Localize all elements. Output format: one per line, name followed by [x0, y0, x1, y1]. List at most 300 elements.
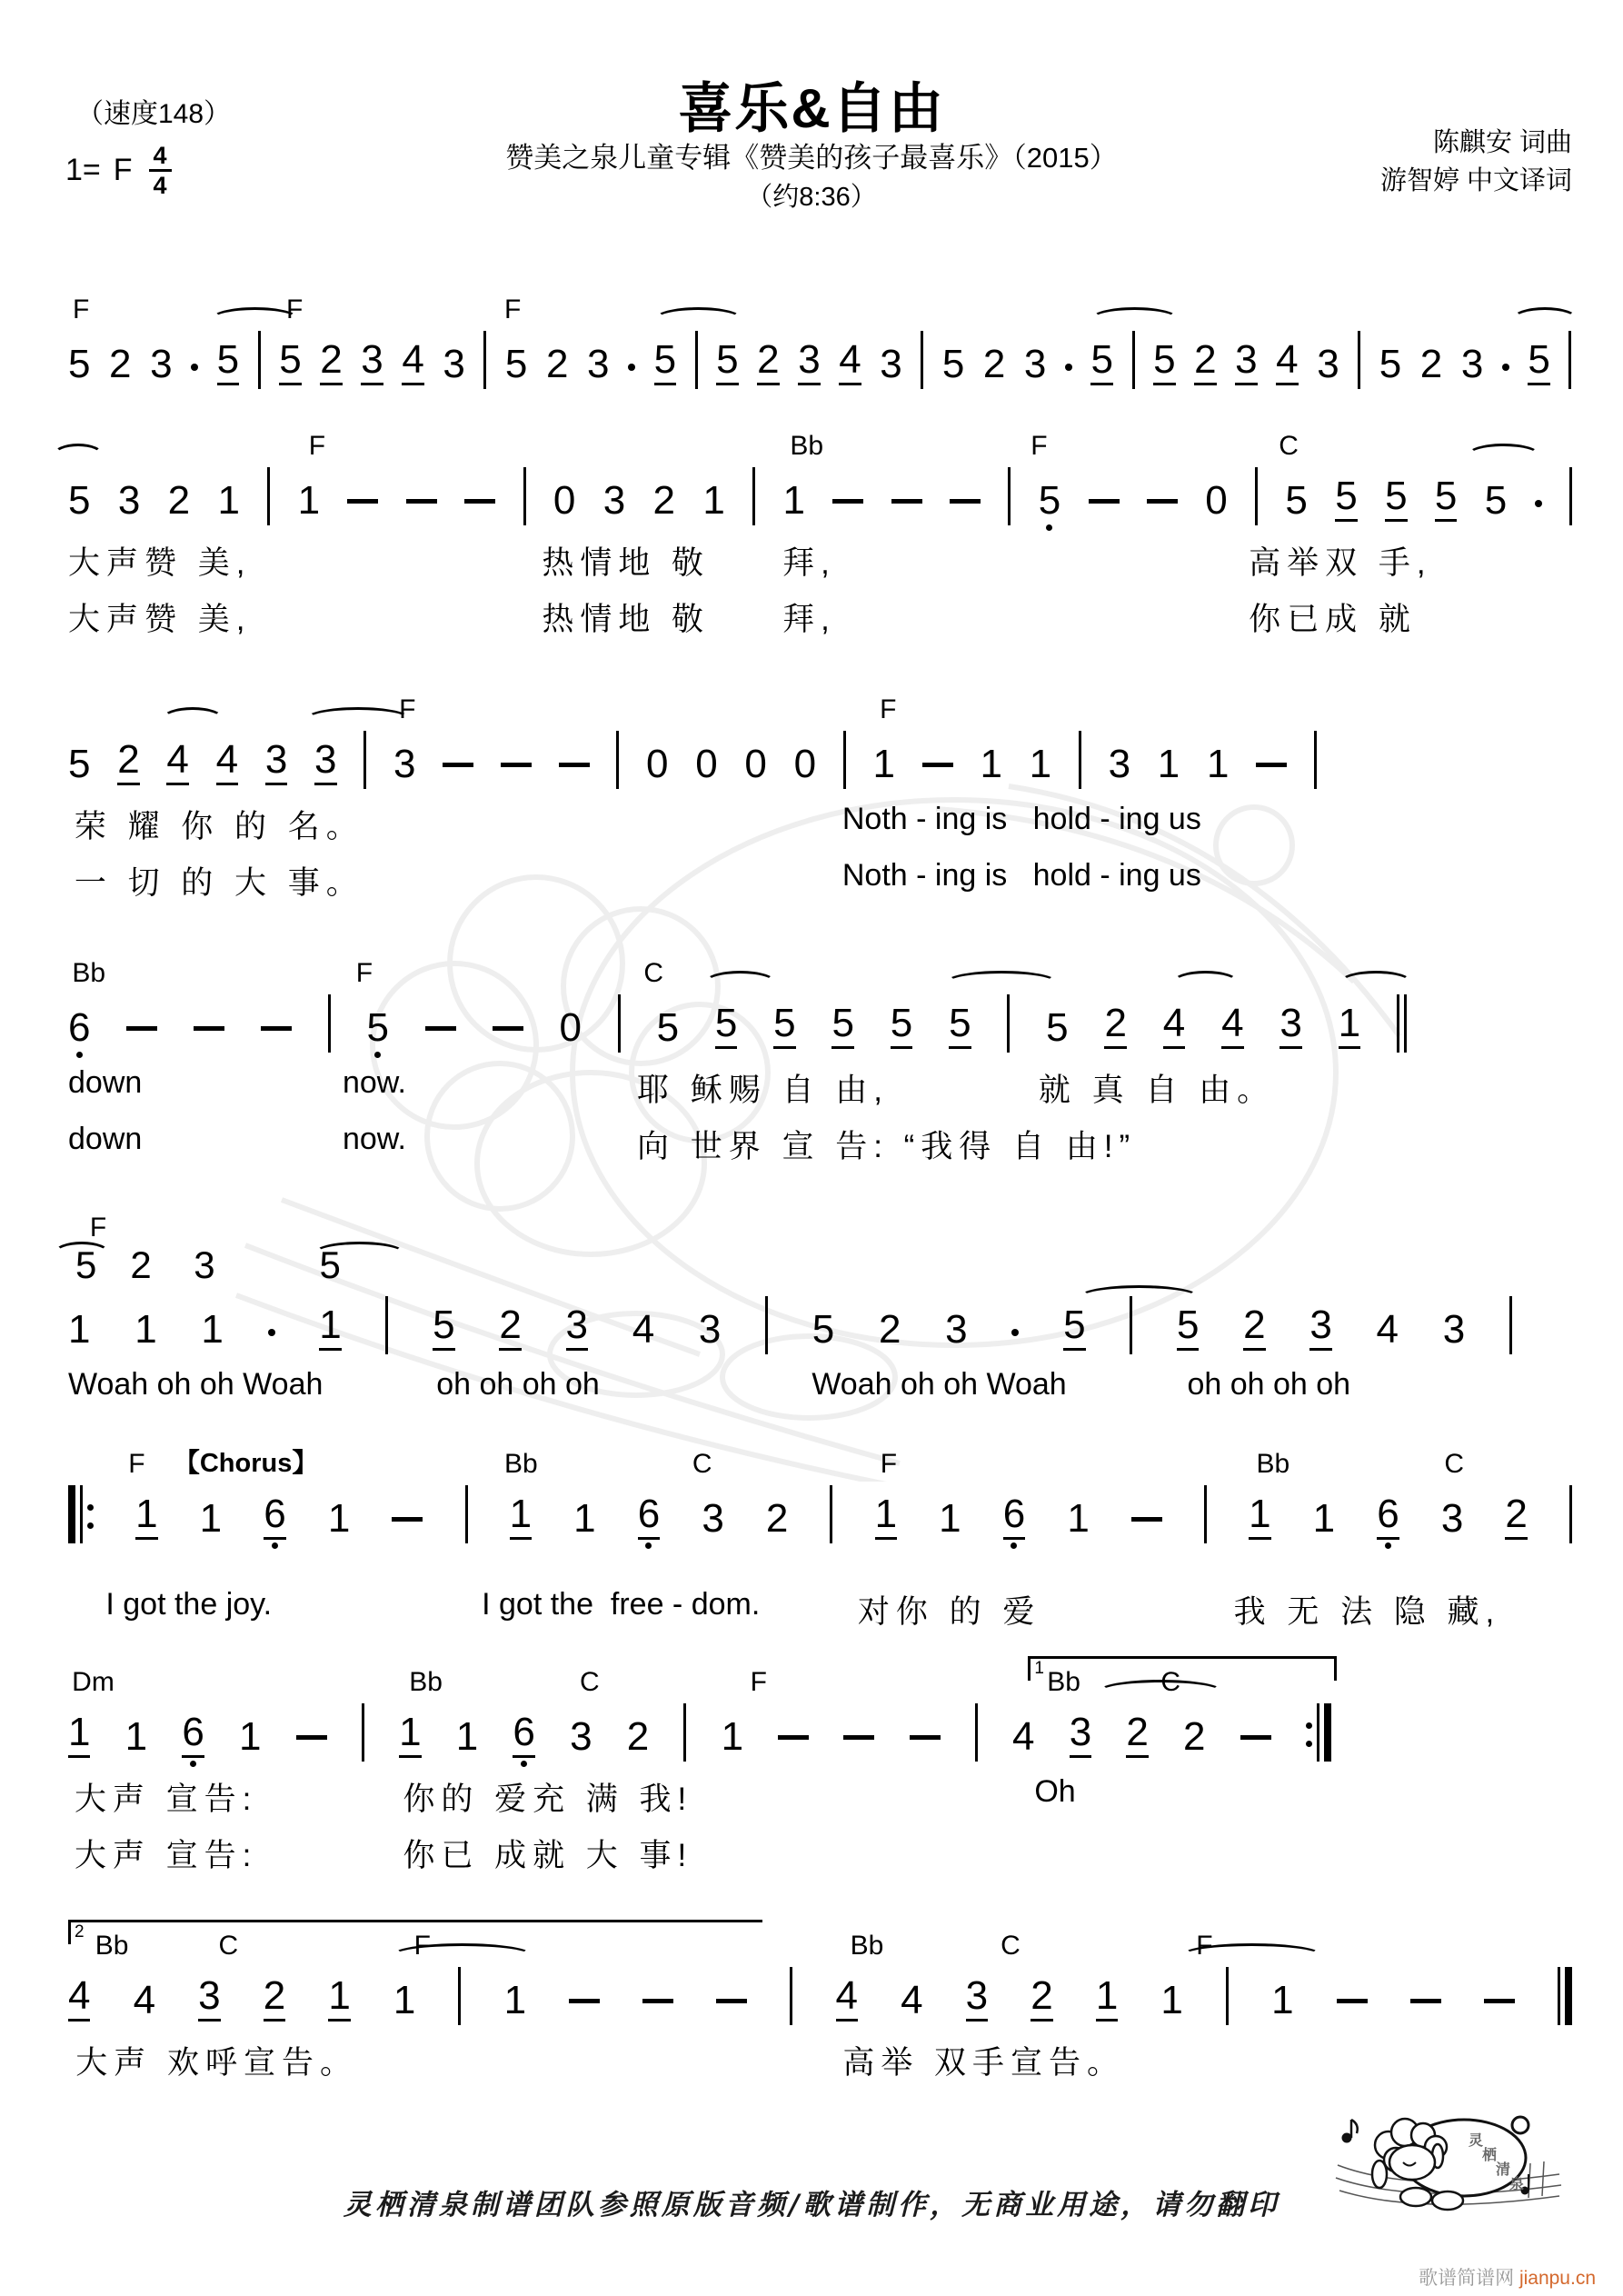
note: 2 — [1419, 342, 1443, 386]
barline — [385, 1296, 388, 1354]
barline — [267, 467, 270, 525]
note: 1 — [1029, 742, 1052, 786]
note: 1 — [503, 1978, 527, 2022]
duration-dash — [1337, 1999, 1368, 2003]
chord-row — [68, 420, 1572, 462]
chord-row — [68, 1202, 1512, 1243]
lyric-segment: 荣 耀 你 的 名。 — [74, 809, 364, 844]
barline — [921, 331, 923, 389]
lyric-row — [68, 1060, 1407, 1116]
lyric-row — [68, 2032, 1572, 2089]
note: 3 — [314, 739, 336, 796]
duration-dash — [950, 499, 981, 504]
note: 1 — [702, 478, 725, 523]
chord-label: Bb — [790, 431, 824, 461]
note: 2 — [117, 739, 139, 796]
note: 3 — [1317, 342, 1339, 386]
lyric-row — [68, 1116, 1407, 1173]
low-octave-dot — [1011, 1542, 1017, 1549]
note: 4 — [1276, 339, 1298, 396]
low-octave-dot — [645, 1542, 652, 1549]
duration-dash — [425, 1026, 456, 1031]
chord-label: F — [89, 1213, 107, 1243]
note-row — [68, 1962, 1572, 2032]
note: 3 — [570, 1714, 592, 1759]
barline — [752, 467, 755, 525]
chord-row — [68, 1920, 1572, 1962]
note: 5 — [504, 342, 528, 386]
note: 3 — [1108, 742, 1131, 786]
lyric-row — [68, 796, 1317, 853]
barline — [1079, 731, 1081, 789]
barline — [975, 1703, 978, 1762]
note: 2 — [545, 342, 569, 386]
lyric-segment: 高举 双手宣告。 — [842, 2045, 1126, 2081]
lyric-segment: Woah oh oh Woah — [68, 1367, 324, 1402]
note-row — [68, 325, 1572, 396]
note: 1 — [1067, 1496, 1090, 1541]
barline — [695, 331, 698, 389]
lyric-segment: 大声 欢呼宣告。 — [75, 2045, 358, 2081]
note: 3 — [966, 1975, 988, 2032]
rest: 0 — [695, 742, 718, 786]
note-row — [68, 1291, 1512, 1362]
note: 3 — [602, 478, 626, 523]
barline — [1008, 467, 1011, 525]
note: 5 — [1039, 480, 1060, 533]
duration-dash — [778, 1735, 809, 1740]
note: 6 — [68, 1007, 90, 1060]
lyric-segment: 我 无 法 隐 藏, — [1233, 1594, 1501, 1630]
duration-dash — [464, 499, 495, 504]
note: 2 — [109, 342, 132, 386]
note: 1 — [135, 1493, 157, 1551]
double-barline — [1558, 1967, 1572, 2025]
chord-label: Bb — [72, 958, 106, 988]
duration-dash — [1410, 1999, 1441, 2003]
key-letter: F — [113, 153, 133, 187]
chord-label: Bb — [850, 1931, 884, 1961]
note: 3 — [1440, 1496, 1464, 1541]
lyric-segment: 高举双 手, — [1249, 545, 1432, 581]
lyric-segment: 拜, — [782, 602, 836, 637]
note: 5 — [367, 1007, 389, 1060]
note: 5 — [1046, 1005, 1069, 1050]
rest: 0 — [553, 478, 576, 523]
lyric-segment: 大声赞 美, — [68, 545, 252, 581]
logo-char: 清 — [1496, 2162, 1511, 2178]
duration-dash — [891, 499, 922, 504]
note: 2 — [1194, 339, 1216, 396]
lyric-segment: 大声赞 美, — [68, 602, 252, 637]
note: 5 — [1285, 478, 1308, 523]
barline — [258, 331, 261, 389]
chord-label: Bb — [95, 1931, 129, 1961]
lyric-row — [68, 533, 1572, 589]
augmentation-dot — [1535, 500, 1542, 507]
note: 5 — [891, 1003, 912, 1060]
section-tag: 【Chorus】 — [173, 1449, 319, 1478]
barline — [683, 1703, 686, 1762]
note: 5 — [1528, 339, 1549, 396]
note: 4 — [836, 1975, 858, 2032]
tie-arc — [314, 1242, 405, 1265]
note: 5 — [812, 1307, 835, 1352]
low-octave-dot — [76, 1052, 83, 1058]
time-denominator: 4 — [153, 172, 167, 199]
note: 5 — [773, 1003, 795, 1060]
lyric-segment: Woah oh oh Woah — [812, 1367, 1067, 1402]
tie-arc — [305, 707, 411, 731]
lyric-row — [68, 589, 1572, 645]
duration-dash — [1484, 1999, 1515, 2003]
note: 1 — [393, 1978, 416, 2022]
music-line — [68, 284, 1572, 396]
lyric-row — [68, 1825, 1331, 1882]
music-line — [68, 684, 1317, 909]
barline — [1314, 731, 1317, 789]
tie-arc — [654, 307, 742, 331]
chord-label: F — [750, 1667, 767, 1697]
augmentation-dot — [1065, 364, 1072, 371]
note: 3 — [566, 1304, 588, 1362]
rest: 0 — [559, 1005, 582, 1050]
time-numerator: 4 — [149, 142, 172, 172]
lyric-segment: Noth - ing is hold - ing us — [841, 858, 1201, 893]
duration-dash — [194, 1026, 224, 1031]
note: 6 — [638, 1493, 660, 1551]
barline — [483, 331, 486, 389]
duration-dash — [910, 1735, 941, 1740]
note: 5 — [1385, 475, 1407, 533]
chord-label: Bb — [503, 1449, 538, 1479]
note: 1 — [1157, 742, 1180, 786]
note: 2 — [765, 1496, 789, 1541]
barline — [328, 994, 331, 1053]
tie-arc — [162, 707, 224, 731]
tie-arc — [54, 1242, 110, 1265]
note: 2 — [1243, 1304, 1265, 1362]
duration-dash — [843, 1735, 874, 1740]
note: 2 — [878, 1307, 901, 1352]
note: 4 — [1221, 1003, 1243, 1060]
note: 3 — [1070, 1712, 1091, 1769]
music-line — [68, 1920, 1572, 2089]
key-prefix: 1= — [65, 153, 101, 187]
lyric-segment: 向 世界 宣 告: “我得 自 由!” — [637, 1129, 1137, 1164]
note: 5 — [716, 339, 738, 396]
note: 1 — [872, 742, 896, 786]
duration-note: （约8:36） — [746, 183, 877, 212]
barline — [1226, 1967, 1229, 2025]
note: 5 — [279, 339, 301, 396]
note: 5 — [831, 1003, 853, 1060]
note: 1 — [455, 1714, 479, 1759]
chord-label: F — [1196, 1931, 1213, 1961]
note: 3 — [198, 1975, 220, 2032]
barline — [616, 731, 619, 789]
barline — [458, 1967, 461, 2025]
chord-label: Dm — [72, 1667, 115, 1697]
barline — [1568, 331, 1571, 389]
upper-voice-note: 2 — [130, 1243, 152, 1286]
note: 5 — [68, 742, 91, 786]
chord-label: F — [413, 1931, 431, 1961]
note: 6 — [513, 1712, 534, 1769]
note: 5 — [1484, 478, 1508, 523]
lyric-segment: Noth - ing is hold - ing us — [841, 802, 1201, 836]
note: 2 — [499, 1304, 521, 1362]
augmentation-dot — [628, 364, 635, 371]
chord-label: C — [692, 1449, 712, 1479]
lyric-segment: oh oh oh oh — [1187, 1367, 1351, 1402]
rest: 0 — [793, 742, 817, 786]
duration-dash — [296, 1735, 327, 1740]
note: 3 — [1442, 1307, 1466, 1352]
lyric-row — [68, 1362, 1512, 1418]
duration-dash — [1089, 499, 1120, 504]
lyric-segment: 热情地 敬 — [542, 545, 711, 581]
barline — [1569, 467, 1572, 525]
barline — [765, 1296, 768, 1354]
lyric-segment: 你已 成就 大 事! — [403, 1838, 693, 1873]
note: 1 — [201, 1307, 224, 1352]
credits — [1380, 124, 1572, 200]
note: 2 — [1031, 1975, 1052, 2032]
barline — [1132, 331, 1135, 389]
note: 1 — [217, 478, 240, 523]
low-octave-dot — [521, 1761, 527, 1767]
duration-dash — [1256, 763, 1287, 767]
lyric-segment: 一 切 的 大 事。 — [74, 865, 364, 901]
note: 1 — [1271, 1978, 1294, 2022]
note: 5 — [941, 342, 965, 386]
note: 1 — [319, 1304, 341, 1362]
duration-dash — [559, 763, 590, 767]
note: 4 — [216, 739, 238, 796]
note: 3 — [586, 342, 610, 386]
note: 1 — [124, 1714, 148, 1759]
logo-char: 灵 — [1469, 2133, 1484, 2149]
note: 1 — [297, 478, 321, 523]
note: 4 — [632, 1307, 655, 1352]
barline — [843, 731, 846, 789]
note: 2 — [320, 339, 342, 396]
begin-repeat — [68, 1485, 94, 1543]
note: 2 — [1104, 1003, 1126, 1060]
note: 5 — [1063, 1304, 1085, 1362]
augmentation-dot — [1502, 364, 1509, 371]
lyric-segment: 耶 稣赐 自 由, — [637, 1073, 889, 1108]
double-barline — [1397, 994, 1407, 1053]
note: 2 — [1505, 1493, 1527, 1551]
chord-label: F — [128, 1449, 145, 1479]
duration-dash — [406, 499, 437, 504]
note: 1 — [134, 1307, 157, 1352]
lyric-row — [68, 1582, 1572, 1638]
note: 3 — [1309, 1304, 1331, 1362]
barline — [1358, 331, 1360, 389]
tie-arc — [1090, 307, 1179, 331]
note: 1 — [782, 478, 805, 523]
note: 6 — [264, 1493, 285, 1551]
note: 5 — [949, 1003, 971, 1060]
chord-label: Bb — [1047, 1667, 1080, 1697]
lyric-segment: Oh — [1034, 1774, 1076, 1809]
chord-row — [68, 684, 1317, 725]
tie-arc — [1098, 1680, 1223, 1703]
note: 1 — [510, 1493, 532, 1551]
duration-dash — [642, 1999, 673, 2003]
lyric-segment: 对你 的 爱 — [857, 1594, 1041, 1630]
chord-label: C — [1444, 1449, 1464, 1479]
tie-arc — [1467, 444, 1539, 467]
lyric-segment: oh oh oh oh — [436, 1367, 600, 1402]
duration-dash — [716, 1999, 747, 2003]
augmentation-dot — [191, 364, 198, 371]
note: 4 — [1376, 1307, 1399, 1352]
album-subtitle: 赞美之泉儿童专辑《赞美的孩子最喜乐》（2015） — [505, 142, 1118, 174]
note: 6 — [1003, 1493, 1025, 1551]
music-line — [68, 420, 1572, 645]
chord-label: C — [579, 1667, 600, 1697]
chord-label: Bb — [409, 1667, 443, 1697]
barline — [362, 1703, 364, 1762]
note: 1 — [68, 1307, 91, 1352]
chord-label: C — [1279, 431, 1299, 461]
chord-label: F — [72, 294, 90, 324]
tie-arc — [1079, 1285, 1200, 1309]
note: 6 — [1377, 1493, 1399, 1551]
lyric-segment: now. — [342, 1065, 406, 1100]
lyric-segment: down — [68, 1122, 143, 1156]
note-row — [68, 989, 1407, 1060]
note: 3 — [150, 342, 173, 386]
note: 1 — [327, 1496, 351, 1541]
note: 3 — [702, 1496, 724, 1541]
note: 5 — [1379, 342, 1402, 386]
note: 1 — [939, 1496, 961, 1541]
chord-label: Bb — [1256, 1449, 1290, 1479]
lyric-segment: down — [68, 1065, 143, 1100]
barline — [363, 731, 366, 789]
lyric-segment: 你的 爱充 满 我! — [403, 1782, 693, 1817]
note: 3 — [1235, 339, 1257, 396]
note: 2 — [626, 1714, 650, 1759]
barline — [523, 467, 526, 525]
note: 5 — [1153, 339, 1175, 396]
chord-label: C — [218, 1931, 239, 1961]
note: 4 — [901, 1978, 923, 2022]
duration-dash — [832, 499, 863, 504]
end-repeat — [1306, 1703, 1331, 1762]
ending-number: 1 — [1034, 1659, 1044, 1678]
note: 4 — [839, 339, 861, 396]
barline — [1007, 994, 1010, 1053]
duration-dash — [1131, 1517, 1162, 1522]
note: 1 — [328, 1975, 350, 2032]
lyric-segment: 拜, — [782, 545, 836, 581]
duration-dash — [493, 1026, 523, 1031]
lyric-segment: 大声 宣告: — [74, 1838, 258, 1873]
ending-number: 2 — [75, 1922, 85, 1942]
music-line — [68, 1656, 1331, 1882]
lyric-row — [68, 853, 1317, 909]
note: 5 — [1177, 1304, 1199, 1362]
composer-credit: 陈麒安 词曲 — [1432, 128, 1572, 157]
tie-arc — [1339, 971, 1412, 994]
lyric-segment: I got the joy. — [105, 1587, 273, 1622]
lyric-segment: now. — [342, 1122, 406, 1156]
barline — [790, 1967, 792, 2025]
note-row — [68, 1698, 1331, 1769]
rest: 0 — [744, 742, 767, 786]
chord-label: F — [355, 958, 373, 988]
barline — [1255, 467, 1258, 525]
augmentation-dot — [268, 1329, 275, 1336]
barline — [1204, 1485, 1207, 1543]
site-watermark — [1419, 2263, 1596, 2291]
duration-dash — [126, 1026, 157, 1031]
note: 3 — [945, 1307, 968, 1352]
note: 3 — [1279, 1003, 1301, 1060]
chord-label: F — [308, 431, 326, 461]
note: 3 — [393, 742, 416, 786]
note: 4 — [68, 1975, 90, 2032]
note: 5 — [1435, 475, 1457, 533]
note: 1 — [1207, 742, 1230, 786]
note: 5 — [1335, 475, 1357, 533]
chord-label: F — [880, 1449, 898, 1479]
chord-label: F — [503, 294, 522, 324]
tie-arc — [392, 1943, 533, 1967]
music-line — [68, 1438, 1572, 1638]
note: 3 — [1023, 342, 1047, 386]
note: 4 — [1012, 1714, 1035, 1759]
note: 4 — [133, 1978, 156, 2022]
note: 2 — [757, 339, 779, 396]
note: 5 — [433, 1304, 454, 1362]
duration-dash — [443, 763, 473, 767]
duration-dash — [261, 1026, 292, 1031]
tie-arc — [1172, 971, 1238, 994]
note: 5 — [68, 342, 91, 386]
site-domain: jianpu.cn — [1518, 2268, 1596, 2289]
note: 5 — [656, 1005, 680, 1050]
barline — [1509, 1296, 1512, 1354]
tempo-marking: （速度148） — [76, 99, 232, 129]
note: 2 — [652, 478, 675, 523]
music-line — [68, 947, 1407, 1173]
chord-label: C — [1160, 1667, 1181, 1697]
translator-credit: 游智婷 中文译词 — [1379, 166, 1572, 195]
duration-dash — [1240, 1735, 1271, 1740]
rest: 0 — [1205, 478, 1228, 523]
logo-char: 栖 — [1482, 2148, 1498, 2163]
note: 3 — [265, 739, 287, 796]
tie-arc — [1181, 1943, 1322, 1967]
note: 5 — [654, 339, 676, 396]
note: 3 — [880, 342, 902, 386]
note: 2 — [1126, 1712, 1148, 1769]
chord-label: F — [880, 694, 897, 724]
chord-label: C — [643, 958, 664, 988]
note: 5 — [1090, 339, 1112, 396]
barline — [1569, 1485, 1572, 1543]
footer-credit: 灵栖清泉制谱团队参照原版音频/歌谱制作，无商业用途，请勿翻印 — [343, 2189, 1280, 2221]
note: 1 — [573, 1496, 596, 1541]
tie-arc — [704, 971, 777, 994]
